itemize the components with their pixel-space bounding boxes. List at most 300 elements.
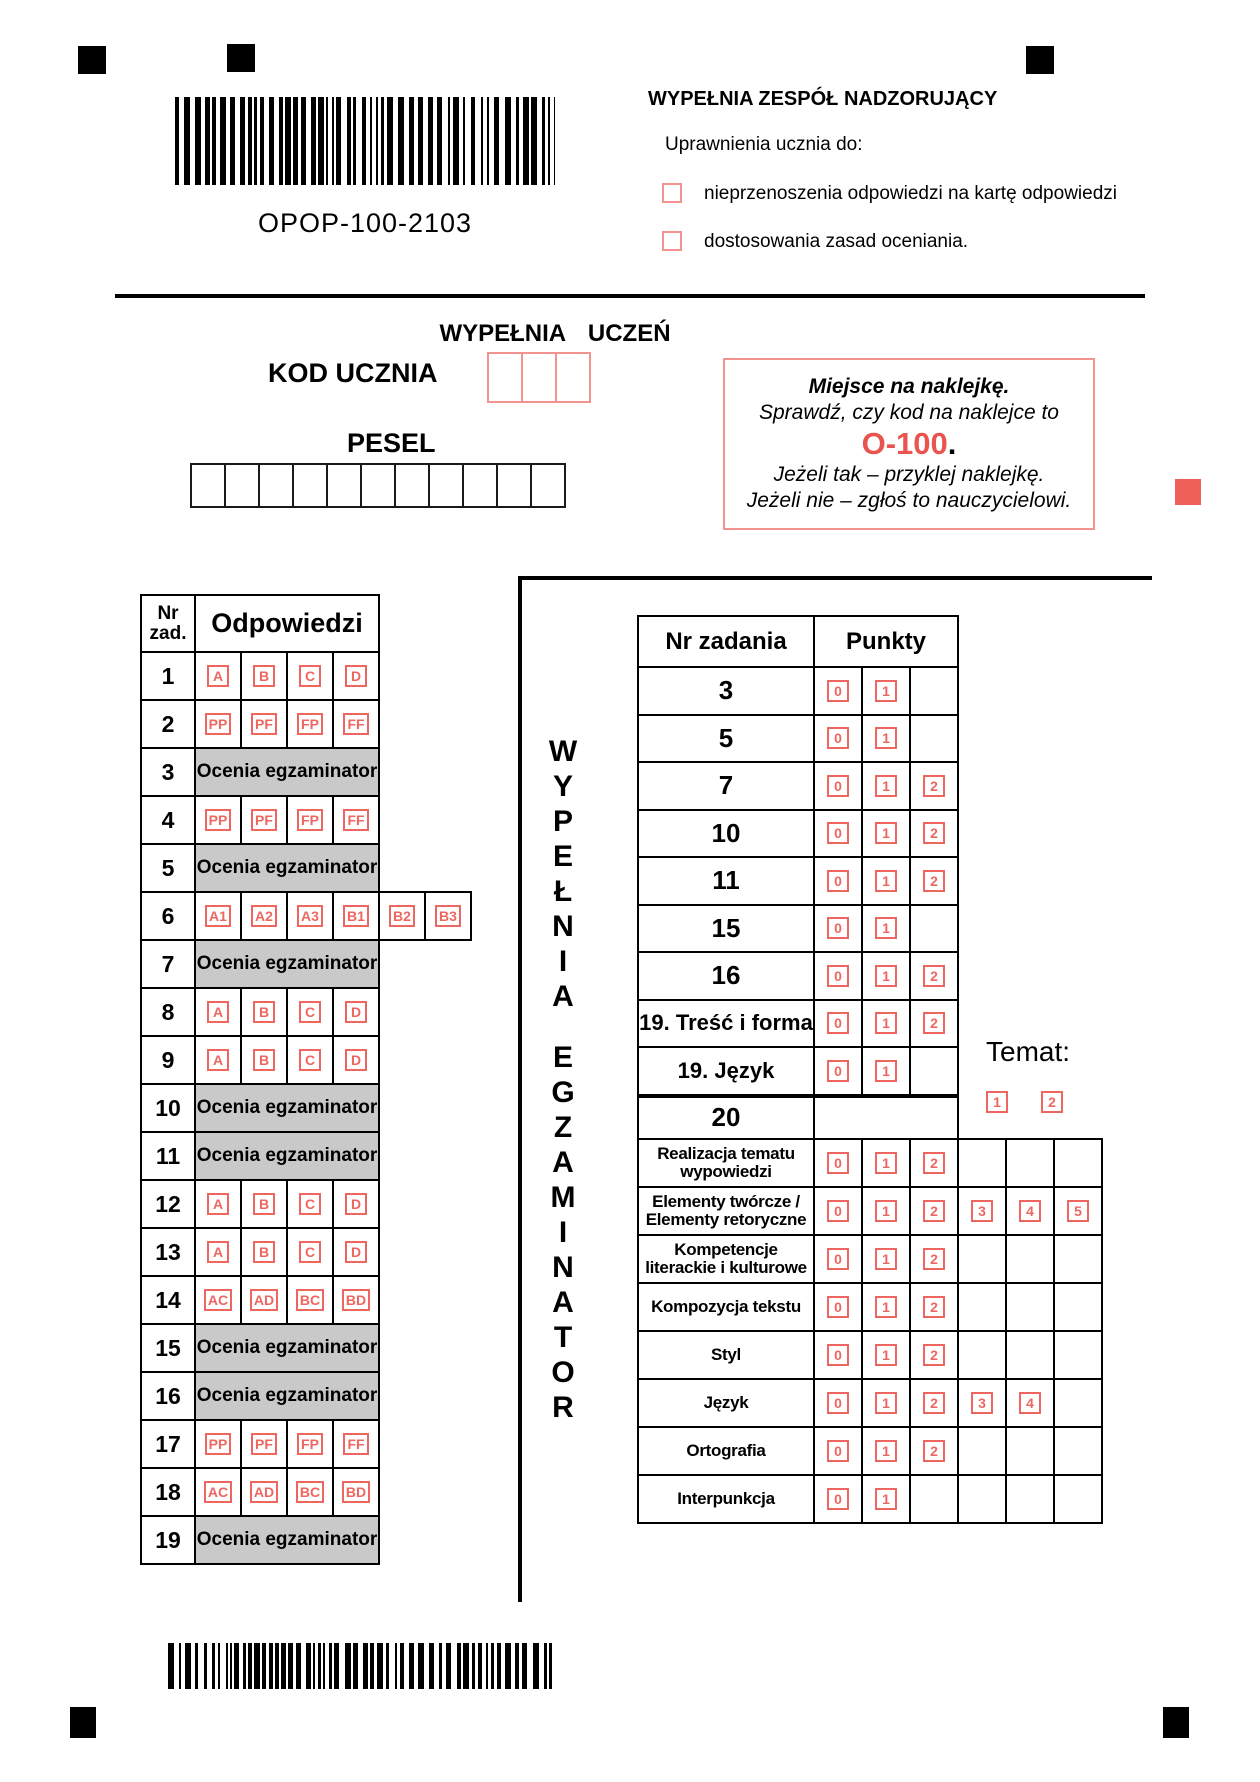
task-number-cell: 9 xyxy=(140,1035,196,1085)
points-cell xyxy=(957,1426,1007,1476)
sticker-line-2: Sprawdź, czy kod na naklejce to xyxy=(759,401,1059,424)
answer-option-chip[interactable]: A xyxy=(207,1241,229,1263)
answer-option-chip[interactable]: FP xyxy=(297,1433,323,1455)
barcode-bottom xyxy=(168,1643,553,1689)
answer-option-cell xyxy=(332,651,380,701)
points-task-label: 20 xyxy=(637,1096,815,1140)
examiner-grades-cell: Ocenia egzaminator xyxy=(194,1131,380,1181)
points-cell xyxy=(1053,1234,1103,1284)
points-cell xyxy=(909,1426,959,1476)
answer-option-cell xyxy=(286,699,334,749)
answer-option-chip[interactable]: PF xyxy=(251,809,277,831)
points-subrow xyxy=(637,1378,1103,1428)
pesel-cell[interactable] xyxy=(224,463,260,508)
points-cell xyxy=(861,1330,911,1380)
temat-options xyxy=(986,1091,1063,1113)
points-cell xyxy=(813,1282,863,1332)
points-cell xyxy=(957,1378,1007,1428)
points-cell xyxy=(813,1234,863,1284)
points-chip[interactable]: 0 xyxy=(827,917,849,939)
task-number-cell: 11 xyxy=(140,1131,196,1181)
answer-option-chip[interactable]: FP xyxy=(297,809,323,831)
points-chip[interactable]: 0 xyxy=(827,1012,849,1034)
answer-option-cell xyxy=(240,699,288,749)
points-cell xyxy=(813,1330,863,1380)
points-cell xyxy=(909,1186,959,1236)
points-subrow xyxy=(637,1474,1103,1524)
supervisor-option-label: nieprzenoszenia odpowiedzi na kartę odpowiedzi xyxy=(704,183,1117,204)
answer-option-cell xyxy=(286,891,334,941)
answer-option-chip[interactable]: B xyxy=(253,1193,275,1215)
pesel-cell[interactable] xyxy=(394,463,430,508)
points-cell xyxy=(1005,1138,1055,1188)
answer-option-chip[interactable]: PP xyxy=(205,713,232,735)
points-row xyxy=(637,904,1103,954)
points-task-label: 16 xyxy=(637,951,815,1001)
answer-option-chip[interactable]: A xyxy=(207,1049,229,1071)
kod-ucznia-label: KOD UCZNIA xyxy=(268,358,438,388)
answer-option-chip[interactable]: A2 xyxy=(251,905,277,927)
points-criterion-label: Kompozycja tekstu xyxy=(637,1282,815,1332)
points-cell xyxy=(861,1234,911,1284)
pesel-label: PESEL xyxy=(347,428,436,458)
points-cell xyxy=(1053,1378,1103,1428)
points-cell xyxy=(909,714,959,764)
points-chip[interactable]: 1 xyxy=(875,822,897,844)
red-registration-mark xyxy=(1175,479,1201,505)
points-chip[interactable]: 2 xyxy=(923,965,945,987)
kod-ucznia-cell[interactable] xyxy=(555,352,591,403)
sticker-code: O-100. xyxy=(861,426,957,461)
registration-mark xyxy=(1163,1707,1189,1738)
answer-option-cell xyxy=(194,1467,242,1517)
points-cell xyxy=(909,1474,959,1524)
points-row xyxy=(637,856,1103,906)
answer-option-chip[interactable]: A xyxy=(207,665,229,687)
answer-option-cell xyxy=(194,987,242,1037)
answer-option-chip[interactable]: A1 xyxy=(205,905,231,927)
points-chip[interactable]: 1 xyxy=(875,1296,897,1318)
answer-option-chip[interactable]: A3 xyxy=(297,905,323,927)
points-chip[interactable]: 0 xyxy=(827,965,849,987)
points-criterion-label: Realizacja tematu wypowiedzi xyxy=(637,1138,815,1188)
points-chip[interactable]: 0 xyxy=(827,1152,849,1174)
points-chip[interactable]: 0 xyxy=(827,1060,849,1082)
answers-row xyxy=(140,1323,472,1373)
examiner-bracket-left xyxy=(518,576,522,1602)
examiner-grades-cell: Ocenia egzaminator xyxy=(194,843,380,893)
task-number-cell: 2 xyxy=(140,699,196,749)
answers-row xyxy=(140,1275,472,1325)
answer-option-chip[interactable]: C xyxy=(299,665,321,687)
answer-option-chip[interactable]: B xyxy=(253,1001,275,1023)
points-task-label: 7 xyxy=(637,761,815,811)
answers-row xyxy=(140,891,472,941)
answers-row xyxy=(140,795,472,845)
student-section-title: WYPEŁNIA UCZEŃ xyxy=(439,320,671,347)
answer-option-chip[interactable]: B2 xyxy=(389,905,415,927)
answer-option-chip[interactable]: FF xyxy=(343,1433,368,1455)
answer-option-chip[interactable]: D xyxy=(345,665,367,687)
points-cell xyxy=(813,714,863,764)
pesel-cell[interactable] xyxy=(292,463,328,508)
pesel-cell[interactable] xyxy=(360,463,396,508)
points-chip[interactable]: 1 xyxy=(875,1344,897,1366)
answer-option-chip[interactable]: FF xyxy=(343,809,368,831)
points-subrow xyxy=(637,1186,1103,1236)
points-chip[interactable]: 1 xyxy=(875,1152,897,1174)
points-cell xyxy=(861,856,911,906)
sticker-line-3: Jeżeli tak – przyklej naklejkę. xyxy=(773,463,1045,486)
points-chip[interactable]: 0 xyxy=(827,822,849,844)
answer-option-cell xyxy=(194,1227,242,1277)
answer-option-cell xyxy=(378,891,426,941)
points-cell xyxy=(1053,1330,1103,1380)
points-cell xyxy=(813,809,863,859)
answer-option-chip[interactable]: D xyxy=(345,1001,367,1023)
examiner-grades-cell: Ocenia egzaminator xyxy=(194,939,380,989)
points-cell xyxy=(813,856,863,906)
points-task-label: 19. Treść i forma xyxy=(637,999,815,1049)
answers-row xyxy=(140,699,472,749)
points-subrow xyxy=(637,1138,1103,1188)
answer-option-cell xyxy=(286,795,334,845)
points-chip[interactable]: 0 xyxy=(827,870,849,892)
points-cell xyxy=(861,904,911,954)
points-chip[interactable]: 0 xyxy=(827,680,849,702)
answer-option-chip[interactable]: AC xyxy=(204,1289,232,1311)
points-cell xyxy=(1005,1186,1055,1236)
answer-option-cell xyxy=(240,1179,288,1229)
answer-option-chip[interactable]: PF xyxy=(251,1433,277,1455)
answer-option-cell xyxy=(332,987,380,1037)
points-cell xyxy=(813,1426,863,1476)
points-cell xyxy=(1053,1474,1103,1524)
points-chip[interactable]: 3 xyxy=(971,1392,993,1414)
answer-option-chip[interactable]: C xyxy=(299,1049,321,1071)
answer-option-cell xyxy=(332,795,380,845)
points-chip[interactable]: 1 xyxy=(875,680,897,702)
answers-row xyxy=(140,1515,472,1565)
answer-option-chip[interactable]: A xyxy=(207,1001,229,1023)
points-chip[interactable]: 0 xyxy=(827,1488,849,1510)
points-cell xyxy=(861,1282,911,1332)
answers-row xyxy=(140,651,472,701)
points-chip[interactable]: 2 xyxy=(923,1200,945,1222)
points-cell xyxy=(813,999,863,1049)
pesel-cell[interactable] xyxy=(530,463,566,508)
points-cell xyxy=(861,999,911,1049)
points-cell xyxy=(1053,1138,1103,1188)
answer-option-chip[interactable]: B3 xyxy=(435,905,461,927)
points-row xyxy=(637,761,1103,811)
points-cell xyxy=(813,1046,863,1096)
form-code-label: OPOP-100-2103 xyxy=(257,208,473,238)
supervisor-option-checkbox[interactable] xyxy=(662,231,682,251)
answer-option-cell xyxy=(194,651,242,701)
points-cell xyxy=(813,904,863,954)
points-chip[interactable]: 0 xyxy=(827,1248,849,1270)
points-chip[interactable]: 3 xyxy=(971,1200,993,1222)
answer-option-cell xyxy=(286,1275,334,1325)
points-cell xyxy=(861,1046,911,1096)
points-criterion-label: Ortografia xyxy=(637,1426,815,1476)
answer-option-cell xyxy=(240,1467,288,1517)
task-number-cell: 7 xyxy=(140,939,196,989)
answer-option-chip[interactable]: AD xyxy=(250,1289,278,1311)
points-chip[interactable]: 0 xyxy=(827,775,849,797)
answers-row xyxy=(140,1467,472,1517)
points-chip[interactable]: 0 xyxy=(827,1392,849,1414)
examiner-grades-cell: Ocenia egzaminator xyxy=(194,747,380,797)
points-subrow xyxy=(637,1330,1103,1380)
answer-option-chip[interactable]: B xyxy=(253,1049,275,1071)
points-chip[interactable]: 2 xyxy=(923,775,945,797)
kod-ucznia-cell[interactable] xyxy=(521,352,557,403)
points-chip[interactable]: 2 xyxy=(923,1392,945,1414)
points-cell xyxy=(813,1138,863,1188)
answer-option-chip[interactable]: FP xyxy=(297,713,323,735)
answers-row xyxy=(140,747,472,797)
answer-option-cell xyxy=(332,891,380,941)
answer-option-chip[interactable]: D xyxy=(345,1049,367,1071)
answer-option-cell xyxy=(194,1275,242,1325)
points-chip[interactable]: 1 xyxy=(875,917,897,939)
points-cell xyxy=(957,1138,1007,1188)
points-chip[interactable]: 1 xyxy=(875,1060,897,1082)
answer-option-cell xyxy=(240,1227,288,1277)
points-chip[interactable]: 1 xyxy=(875,775,897,797)
points-cell xyxy=(1053,1186,1103,1236)
points-header-punkty: Punkty xyxy=(813,615,959,668)
answer-option-chip[interactable]: B1 xyxy=(343,905,369,927)
points-cell xyxy=(861,714,911,764)
points-chip[interactable]: 1 xyxy=(875,1392,897,1414)
pesel-cell[interactable] xyxy=(496,463,532,508)
points-task-label: 10 xyxy=(637,809,815,859)
points-chip[interactable]: 1 xyxy=(875,1248,897,1270)
task-number-cell: 18 xyxy=(140,1467,196,1517)
answer-option-chip[interactable]: C xyxy=(299,1001,321,1023)
answer-option-cell xyxy=(240,1419,288,1469)
answers-row xyxy=(140,1131,472,1181)
answer-option-chip[interactable]: BC xyxy=(296,1481,324,1503)
answer-option-chip[interactable]: BD xyxy=(342,1289,370,1311)
points-chip[interactable]: 0 xyxy=(827,1296,849,1318)
answer-option-cell xyxy=(194,891,242,941)
answer-option-cell xyxy=(194,1179,242,1229)
points-cell xyxy=(909,666,959,716)
answer-option-chip[interactable]: A xyxy=(207,1193,229,1215)
points-chip[interactable]: 1 xyxy=(875,727,897,749)
sticker-line-1: Miejsce na naklejkę. xyxy=(808,375,1010,398)
points-cell xyxy=(861,1186,911,1236)
sticker-box xyxy=(723,358,1095,530)
task-number-cell: 10 xyxy=(140,1083,196,1133)
points-chip[interactable]: 2 xyxy=(923,1012,945,1034)
points-chip[interactable]: 2 xyxy=(923,1248,945,1270)
points-chip[interactable]: 1 xyxy=(875,965,897,987)
answer-option-chip[interactable]: PP xyxy=(205,1433,232,1455)
pesel-cell[interactable] xyxy=(258,463,294,508)
points-cell xyxy=(909,1046,959,1096)
points-cell xyxy=(1005,1234,1055,1284)
points-chip[interactable]: 2 xyxy=(923,1344,945,1366)
points-cell xyxy=(1005,1426,1055,1476)
answers-header-odpowiedzi: Odpowiedzi xyxy=(194,594,380,653)
pesel-cell[interactable] xyxy=(326,463,362,508)
answers-table xyxy=(140,594,472,1565)
thick-separator xyxy=(637,1094,959,1098)
points-criterion-label: Elementy twórcze / Elementy retoryczne xyxy=(637,1186,815,1236)
points-cell xyxy=(909,761,959,811)
answers-row xyxy=(140,1227,472,1277)
barcode-bar xyxy=(554,97,555,185)
answer-option-chip[interactable]: PF xyxy=(251,713,277,735)
registration-mark xyxy=(78,46,106,74)
points-cell xyxy=(909,1282,959,1332)
points-task-label: 19. Język xyxy=(637,1046,815,1096)
points-cell xyxy=(813,1378,863,1428)
temat-option-chip[interactable]: 2 xyxy=(1041,1091,1063,1113)
answer-option-chip[interactable]: AC xyxy=(204,1481,232,1503)
points-task-label: 11 xyxy=(637,856,815,906)
answer-option-cell xyxy=(332,1035,380,1085)
points-cell xyxy=(957,1330,1007,1380)
examiner-grades-cell: Ocenia egzaminator xyxy=(194,1371,380,1421)
answer-option-chip[interactable]: FF xyxy=(343,713,368,735)
points-chip[interactable]: 1 xyxy=(875,1440,897,1462)
points-cell xyxy=(1005,1330,1055,1380)
points-row xyxy=(637,666,1103,716)
points-cell xyxy=(861,1378,911,1428)
task-number-cell: 17 xyxy=(140,1419,196,1469)
points-cell xyxy=(861,1426,911,1476)
examiner-bracket-top xyxy=(518,576,1152,580)
answer-option-chip[interactable]: AD xyxy=(250,1481,278,1503)
points-table xyxy=(637,615,1103,1524)
points-cell xyxy=(909,1378,959,1428)
answer-option-chip[interactable]: D xyxy=(345,1193,367,1215)
points-cell xyxy=(909,1234,959,1284)
supervisor-option-checkbox[interactable] xyxy=(662,183,682,203)
points-chip[interactable]: 1 xyxy=(875,1488,897,1510)
answer-option-cell xyxy=(286,1419,334,1469)
barcode-top xyxy=(175,97,555,185)
answers-row xyxy=(140,1371,472,1421)
points-chip[interactable]: 5 xyxy=(1067,1200,1089,1222)
points-cell xyxy=(1005,1474,1055,1524)
points-cell xyxy=(1053,1426,1103,1476)
points-chip[interactable]: 1 xyxy=(875,1012,897,1034)
points-cell xyxy=(1005,1378,1055,1428)
sticker-line-4: Jeżeli nie – zgłoś to nauczycielowi. xyxy=(746,489,1072,512)
supervisor-title: WYPEŁNIA ZESPÓŁ NADZORUJĄCY xyxy=(648,88,998,110)
answer-option-cell xyxy=(332,699,380,749)
points-cell xyxy=(957,1234,1007,1284)
points-chip[interactable]: 0 xyxy=(827,1344,849,1366)
points-criterion-label: Kompetencje literackie i kulturowe xyxy=(637,1234,815,1284)
pesel-cell[interactable] xyxy=(428,463,464,508)
points-cell xyxy=(909,904,959,954)
answer-option-cell xyxy=(286,1035,334,1085)
points-chip[interactable]: 4 xyxy=(1019,1392,1041,1414)
task-number-cell: 6 xyxy=(140,891,196,941)
examiner-grades-cell: Ocenia egzaminator xyxy=(194,1323,380,1373)
answer-option-cell xyxy=(332,1275,380,1325)
points-chip[interactable]: 2 xyxy=(923,870,945,892)
points-chip[interactable]: 0 xyxy=(827,1440,849,1462)
answer-option-cell xyxy=(286,987,334,1037)
pesel-cell[interactable] xyxy=(190,463,226,508)
answers-row xyxy=(140,1179,472,1229)
points-chip[interactable]: 1 xyxy=(875,870,897,892)
task-number-cell: 15 xyxy=(140,1323,196,1373)
points-chip[interactable]: 2 xyxy=(923,1152,945,1174)
answer-option-chip[interactable]: BD xyxy=(342,1481,370,1503)
points-cell xyxy=(813,1186,863,1236)
registration-mark xyxy=(70,1707,96,1738)
answer-option-chip[interactable]: PP xyxy=(205,809,232,831)
points-row xyxy=(637,809,1103,859)
points-header-nr-zadania: Nr zadania xyxy=(637,615,815,668)
points-cell xyxy=(861,809,911,859)
answer-option-cell xyxy=(332,1419,380,1469)
points-cell xyxy=(1005,1282,1055,1332)
points-chip[interactable]: 2 xyxy=(923,1296,945,1318)
answer-option-cell xyxy=(332,1467,380,1517)
points-cell xyxy=(909,951,959,1001)
answer-option-cell xyxy=(240,891,288,941)
task-number-cell: 3 xyxy=(140,747,196,797)
examiner-vertical-label: W Y P E Ł N I A E G Z A M I N A T O R xyxy=(548,735,578,1424)
temat-option-chip[interactable]: 1 xyxy=(986,1091,1008,1113)
answer-option-cell xyxy=(240,987,288,1037)
points-chip[interactable]: 0 xyxy=(827,727,849,749)
points-chip[interactable]: 2 xyxy=(923,822,945,844)
points-cell xyxy=(909,999,959,1049)
answer-option-cell xyxy=(194,699,242,749)
points-subrow xyxy=(637,1426,1103,1476)
points-chip[interactable]: 2 xyxy=(923,1440,945,1462)
answer-option-chip[interactable]: BC xyxy=(296,1289,324,1311)
points-cell xyxy=(861,761,911,811)
points-cell xyxy=(909,1330,959,1380)
points-chip[interactable]: 0 xyxy=(827,1200,849,1222)
answer-option-chip[interactable]: D xyxy=(345,1241,367,1263)
points-chip[interactable]: 4 xyxy=(1019,1200,1041,1222)
task-number-cell: 8 xyxy=(140,987,196,1037)
points-cell xyxy=(813,1474,863,1524)
kod-ucznia-cell[interactable] xyxy=(487,352,523,403)
points-subrow xyxy=(637,1282,1103,1332)
answer-option-cell xyxy=(286,1227,334,1277)
pesel-cell[interactable] xyxy=(462,463,498,508)
answer-option-chip[interactable]: C xyxy=(299,1241,321,1263)
task-number-cell: 5 xyxy=(140,843,196,893)
answer-option-chip[interactable]: B xyxy=(253,1241,275,1263)
points-task-label: 15 xyxy=(637,904,815,954)
answer-option-cell xyxy=(194,1035,242,1085)
points-chip[interactable]: 1 xyxy=(875,1200,897,1222)
answer-option-cell xyxy=(332,1227,380,1277)
answers-header-nr: Nr zad. xyxy=(140,594,196,653)
answer-option-chip[interactable]: C xyxy=(299,1193,321,1215)
points-task-label: 5 xyxy=(637,714,815,764)
answers-row xyxy=(140,1419,472,1469)
task-number-cell: 13 xyxy=(140,1227,196,1277)
answer-option-chip[interactable]: B xyxy=(253,665,275,687)
